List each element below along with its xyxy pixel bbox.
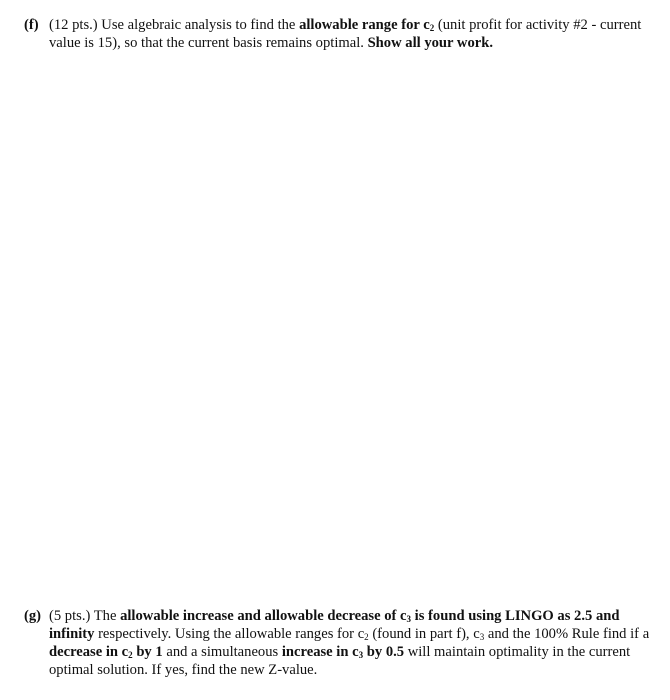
question-g-sub-4: 2 [128, 650, 133, 660]
question-g-sub-5: 3 [358, 650, 364, 660]
question-g-sub-3: 3 [479, 632, 485, 642]
question-g-text-5: and a simultaneous [162, 644, 282, 660]
question-f-sub-1: 2 [429, 23, 435, 33]
question-g-sub-2: 2 [364, 632, 369, 642]
question-g-text-2: respectively. Using the allowable ranges for c [94, 626, 365, 642]
question-g-text-1: (5 pts.) The [49, 608, 121, 624]
question-g-bold-2: is found using LINGO as 2.5 and infinity [49, 608, 620, 642]
question-f-bold-2: Show all your work. [367, 35, 493, 51]
question-f-bold-1: allowable range for c [299, 17, 430, 33]
question-f-text [49, 16, 654, 52]
question-g-bold-1: allowable increase and allowable decrease of c [120, 608, 407, 624]
question-g-text-4: and the 100% Rule find if a [484, 626, 650, 642]
question-g-label: (g) [24, 608, 42, 624]
question-f-text-2: (unit profit for activity #2 - current value is 15), so that the current basis remains optimal. [49, 17, 642, 51]
question-f [24, 16, 654, 52]
question-g-text-6: will maintain optimality in the current optimal solution. If yes, find the new Z-value. [49, 644, 631, 678]
question-g-bold-5: increase in c [281, 644, 359, 660]
question-g-bold-4: by 1 [132, 644, 163, 660]
question-f-text-1: (12 pts.) Use algebraic analysis to find the [49, 17, 300, 33]
question-g-bold-3: decrease in c [49, 644, 129, 660]
question-g-sub-1: 3 [406, 614, 412, 624]
question-g [24, 607, 654, 679]
question-g-text-3: (found in part f), c [368, 626, 480, 642]
answer-space [24, 60, 654, 600]
question-g-text [49, 607, 654, 679]
question-f-label: (f) [24, 17, 39, 33]
question-g-bold-6: by 0.5 [363, 644, 405, 660]
